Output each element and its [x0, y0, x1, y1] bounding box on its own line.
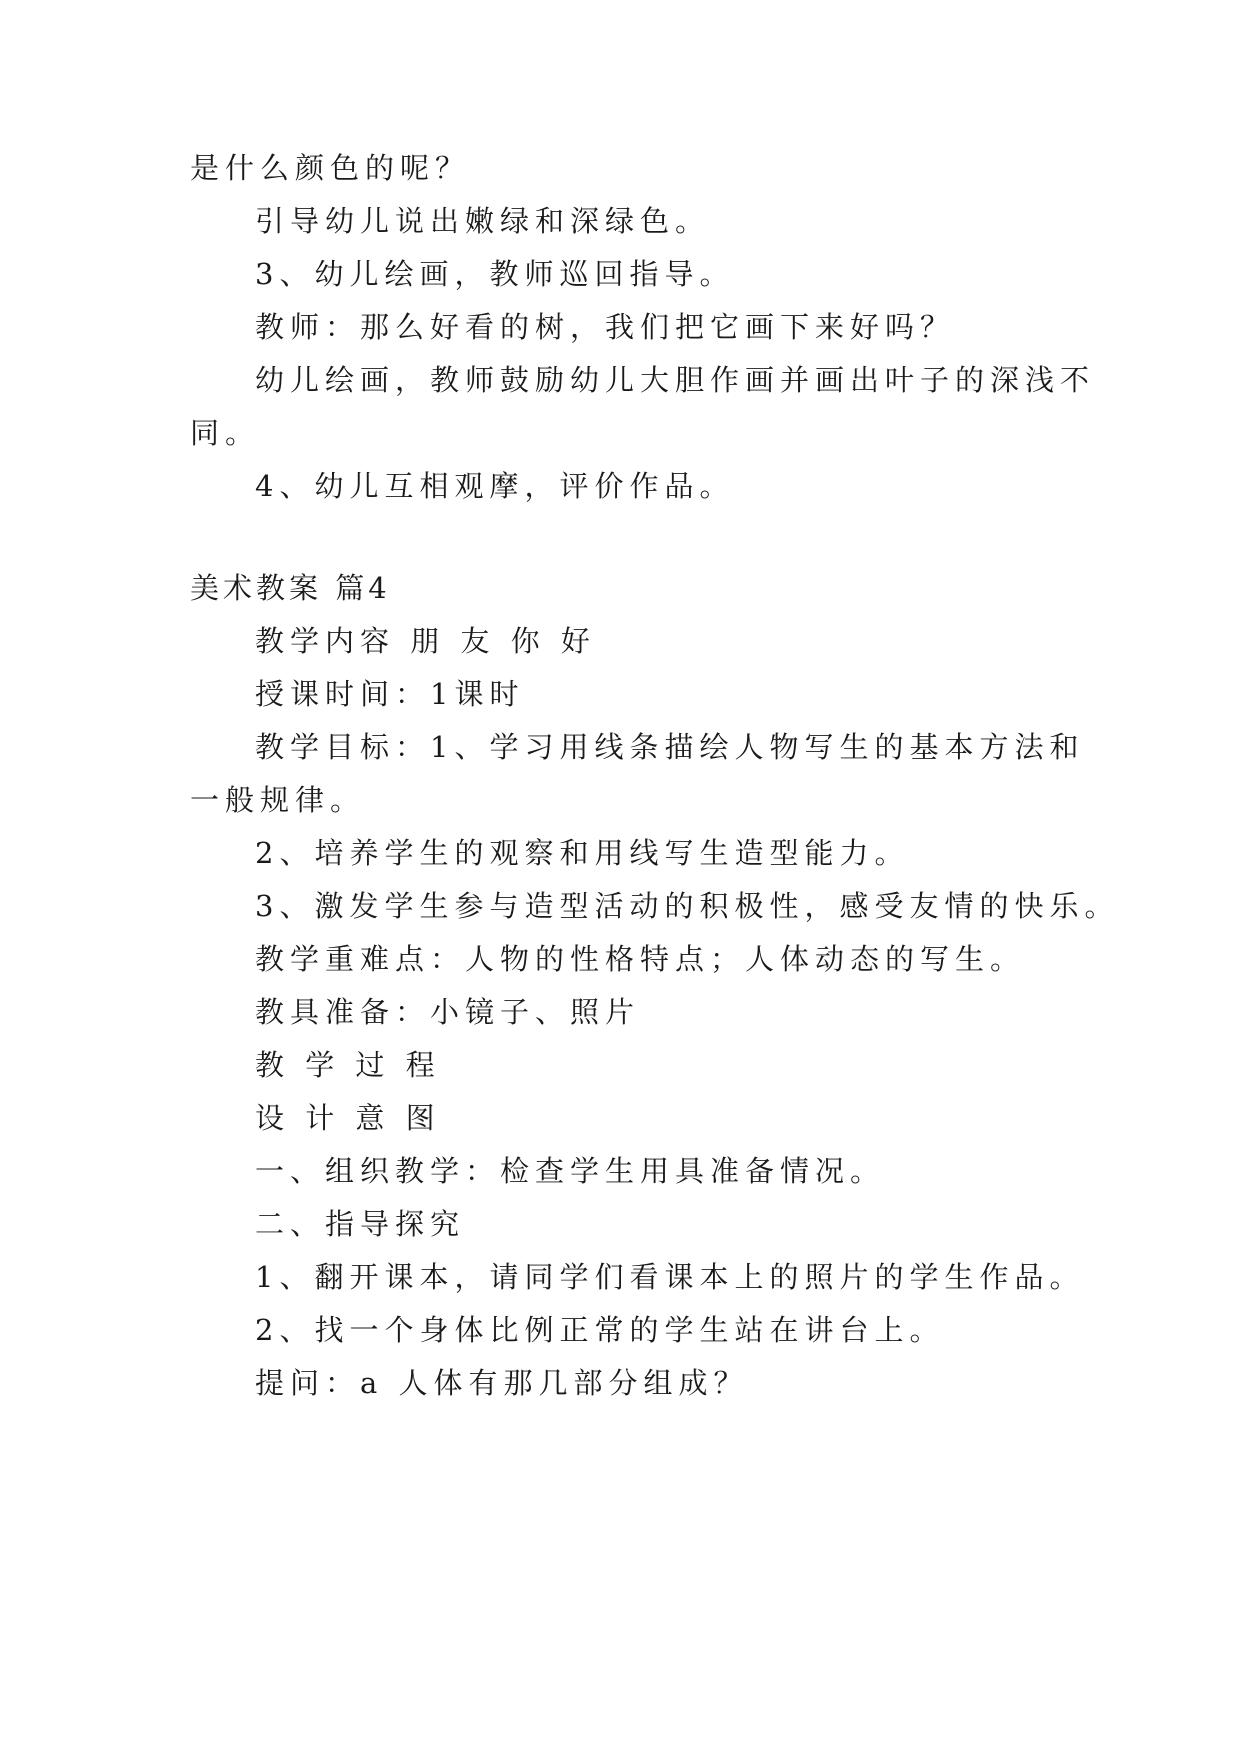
text-line: 同。 — [190, 416, 261, 450]
text-line: 教学目标：1、学习用线条描绘人物写生的基本方法和 — [255, 730, 1085, 764]
text-line: 一般规律。 — [190, 783, 366, 817]
text-line: 教师：那么好看的树，我们把它画下来好吗？ — [255, 310, 956, 344]
text-line: 教 学 过 程 — [255, 1048, 441, 1082]
text-line: 引导幼儿说出嫩绿和深绿色。 — [255, 204, 711, 238]
text-line: 2、培养学生的观察和用线写生造型能力。 — [255, 836, 910, 870]
text-line: 授课时间：1课时 — [255, 677, 525, 711]
text-line: 是什么颜色的呢？ — [190, 151, 471, 185]
text-line: 3、激发学生参与造型活动的积极性，感受友情的快乐。 — [255, 889, 1120, 923]
text-line: 2、找一个身体比例正常的学生站在讲台上。 — [255, 1313, 945, 1347]
text-line: 教学重难点：人物的性格特点；人体动态的写生。 — [255, 942, 1026, 976]
text-line: 4、幼儿互相观摩，评价作品。 — [255, 469, 735, 503]
section-heading: 美术教案 篇4 — [190, 571, 391, 605]
text-line: 3、幼儿绘画，教师巡回指导。 — [255, 257, 735, 291]
text-line: 设 计 意 图 — [255, 1101, 441, 1135]
text-line: 二、指导探究 — [255, 1207, 466, 1241]
text-line: 教学内容 朋 友 你 好 — [255, 624, 596, 658]
text-line: 提问：a 人体有那几部分组成？ — [255, 1366, 749, 1400]
text-line: 教具准备：小镜子、照片 — [255, 995, 641, 1029]
text-line: 幼儿绘画，教师鼓励幼儿大胆作画并画出叶子的深浅不 — [255, 363, 1096, 397]
text-line: 一、组织教学：检查学生用具准备情况。 — [255, 1154, 886, 1188]
text-line: 1、翻开课本，请同学们看课本上的照片的学生作品。 — [255, 1260, 1085, 1294]
